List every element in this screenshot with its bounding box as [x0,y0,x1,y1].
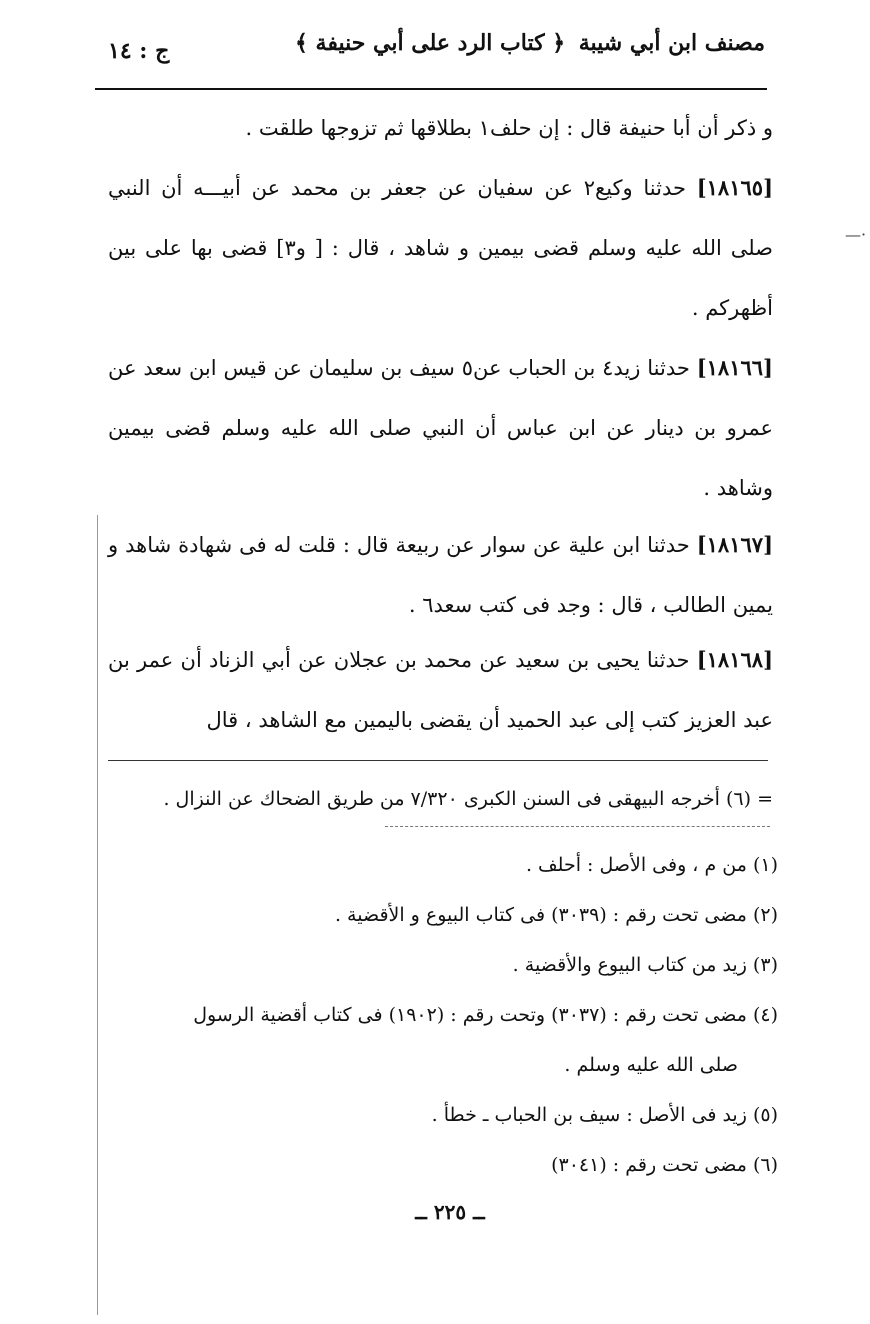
footnote-item: (٥) زيد فى الأصل : سيف بن الحباب ـ خطأ . [431,1104,778,1126]
footnote-item: (٣) زيد من كتاب البيوع والأقضية . [512,954,778,976]
chapter-title: ﴿ كتاب الرد على أبي حنيفة ﴾ [295,30,566,56]
paragraph-intro [108,98,773,158]
footnote-continued: = (٦) أخرجه البيهقى فى السنن الكبرى ٧/٣٢٠ من طريق الضحاك عن النزال . [163,788,773,810]
hadith-number: [١٨١٦٦] [696,355,773,380]
footnote-item: (٤) مضى تحت رقم : (٣٠٣٧) وتحت رقم : (١٩٠٢) فى كتاب أقضية الرسول [193,1004,778,1026]
hadith-text: حدثنا يحيى بن سعيد عن محمد بن عجلان عن أبي الزناد أن عمر بن عبد العزيز كتب إلى عبد الحميد أن يقضى باليمين مع الشاهد ، قال [108,648,773,732]
hadith-number: [١٨١٦٥] [696,175,773,200]
hadith-number: [١٨١٦٧] [696,532,773,557]
hadith-18165 [108,158,773,338]
hadith-18166 [108,338,773,518]
footnotes [108,840,778,1190]
hadith-text: حدثنا زيد٤ بن الحباب عن٥ سيف بن سليمان عن قيس ابن سعد عن عمرو بن دينار عن ابن عباس أن النبي صلى الله عليه وسلم قضى بيمين وشاهد . [108,356,773,500]
hadith-18168 [108,630,773,750]
footnote-item: (٢) مضى تحت رقم : (٣٠٣٩) فى كتاب البيوع و الأقضية . [334,904,778,926]
footnote-item-continuation: صلى الله عليه وسلم . [564,1054,738,1076]
margin-rule [97,515,98,1315]
volume-number: ج : ١٤ [108,38,170,64]
footnote-item: (٦) مضى تحت رقم : (٣٠٤١) [551,1154,778,1176]
header-divider [95,88,767,90]
footnote-item: (١) من م ، وفى الأصل : أحلف . [525,854,778,876]
footnote-divider [108,760,768,761]
hadith-text: حدثنا وكيع٢ عن سفيان عن جعفر بن محمد عن أبيـــه أن النبي صلى الله عليه وسلم قضى بيمين و شاهد ، قال : [ و٣] قضى بها على بين أظهركم . [108,176,773,320]
book-title: مصنف ابن أبي شيبة [578,30,765,56]
page-number: ــ ٢٢٥ ــ [415,1200,485,1224]
hadith-number: [١٨١٦٨] [696,647,773,672]
margin-mark: —· [845,225,867,244]
hadith-18167 [108,515,773,635]
paragraph-text: و ذكر أن أبا حنيفة قال : إن حلف١ بطلاقها ثم تزوجها طلقت . [245,116,773,140]
footnote-separator [385,826,770,829]
hadith-text: حدثنا ابن علية عن سوار عن ربيعة قال : قلت له فى شهادة شاهد و يمين الطالب ، قال : وجد فى كتب سعد٦ . [108,533,773,617]
